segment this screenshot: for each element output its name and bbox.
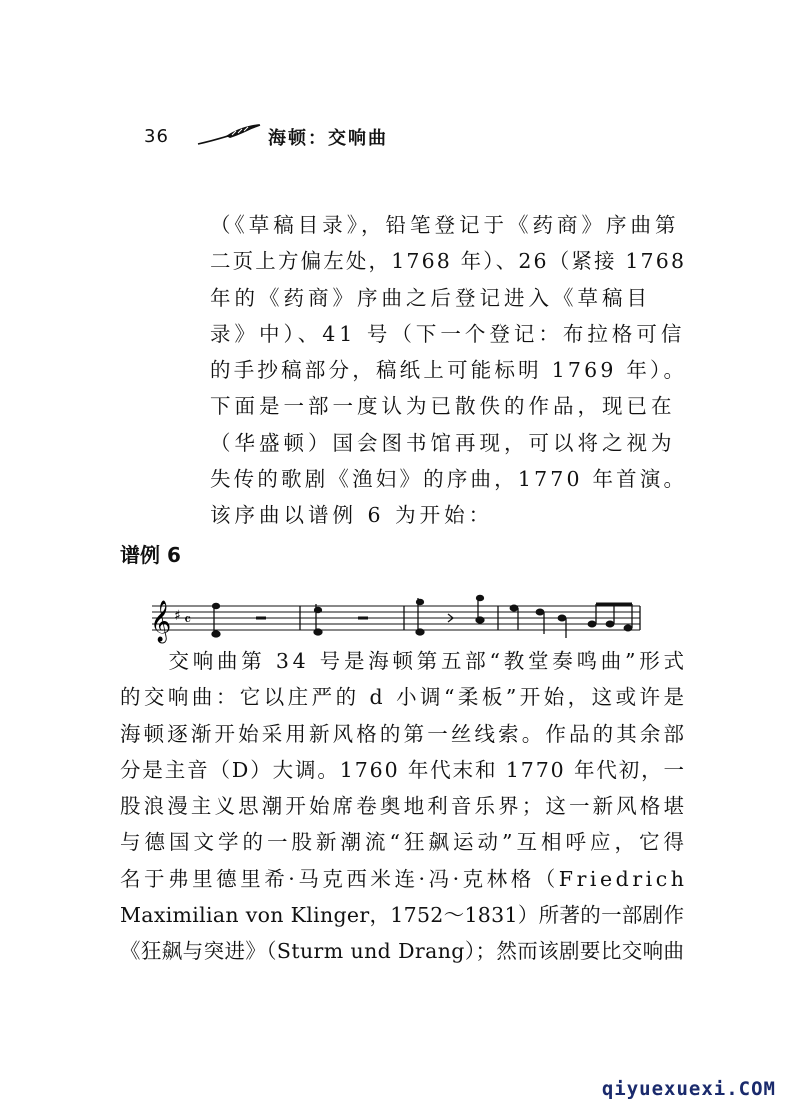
text-line: （华盛顿）国会图书馆再现，可以将之视为 bbox=[210, 430, 676, 455]
svg-text:♯: ♯ bbox=[174, 608, 181, 624]
music-example-label: 谱例 6 bbox=[120, 543, 181, 567]
watermark-text: qiyuexuexi.COM bbox=[601, 1078, 776, 1100]
text-line: （《草稿目录》，铅笔登记于《药商》序曲第 bbox=[210, 213, 680, 237]
text-line: 该序曲以谱例 6 为开始： bbox=[210, 503, 494, 528]
text-line: 分是主音（D）大调。1760 年代末和 1770 年代初，一 bbox=[120, 757, 686, 782]
svg-text:𝄴: 𝄴 bbox=[184, 610, 192, 629]
text-line: 下面是一部一度认为已散佚的作品，现已在 bbox=[210, 394, 676, 419]
music-staff-figure bbox=[148, 590, 648, 648]
text-line: 与德国文学的一股新潮流“狂飙运动”互相呼应，它得 bbox=[120, 830, 688, 855]
text-line: 的交响曲：它以庄严的 d 小调“柔板”开始，这或许是 bbox=[120, 685, 688, 710]
text-line: 股浪漫主义思潮开始席卷奥地利音乐界；这一新风格堪 bbox=[120, 794, 688, 819]
text-line: 海顿逐渐开始采用新风格的第一丝线索。作品的其余部 bbox=[120, 721, 688, 746]
text-line: Maximilian von Klinger，1752～1831）所著的一部剧作 bbox=[120, 903, 685, 928]
running-title: 海顿：交响曲 bbox=[268, 128, 388, 149]
quill-pen-icon bbox=[196, 122, 262, 148]
text-line: 失传的歌剧《渔妇》的序曲，1770 年首演。 bbox=[210, 467, 688, 492]
text-line: 二页上方偏左处，1768 年）、26（紧接 1768 bbox=[210, 249, 687, 274]
text-line: 《狂飙与突进》（Sturm und Drang）；然而该剧要比交响曲 bbox=[120, 939, 685, 964]
page-number: 36 bbox=[144, 126, 169, 147]
text-line: 的手抄稿部分，稿纸上可能标明 1769 年）。 bbox=[210, 358, 688, 383]
body-paragraph-2 bbox=[120, 643, 688, 970]
text-line: 名于弗里德里希·马克西米连·冯·克林格（Friedrich bbox=[120, 866, 688, 891]
text-line: 年的《药商》序曲之后登记进入《草稿目 bbox=[210, 285, 651, 310]
text-line: 交响曲第 34 号是海顿第五部“教堂奏鸣曲”形式 bbox=[120, 649, 688, 673]
body-paragraph-1 bbox=[210, 207, 688, 534]
treble-clef-icon: 𝄞 bbox=[150, 601, 172, 642]
text-line: 录》中）、41 号（下一个登记：布拉格可信 bbox=[210, 321, 686, 346]
